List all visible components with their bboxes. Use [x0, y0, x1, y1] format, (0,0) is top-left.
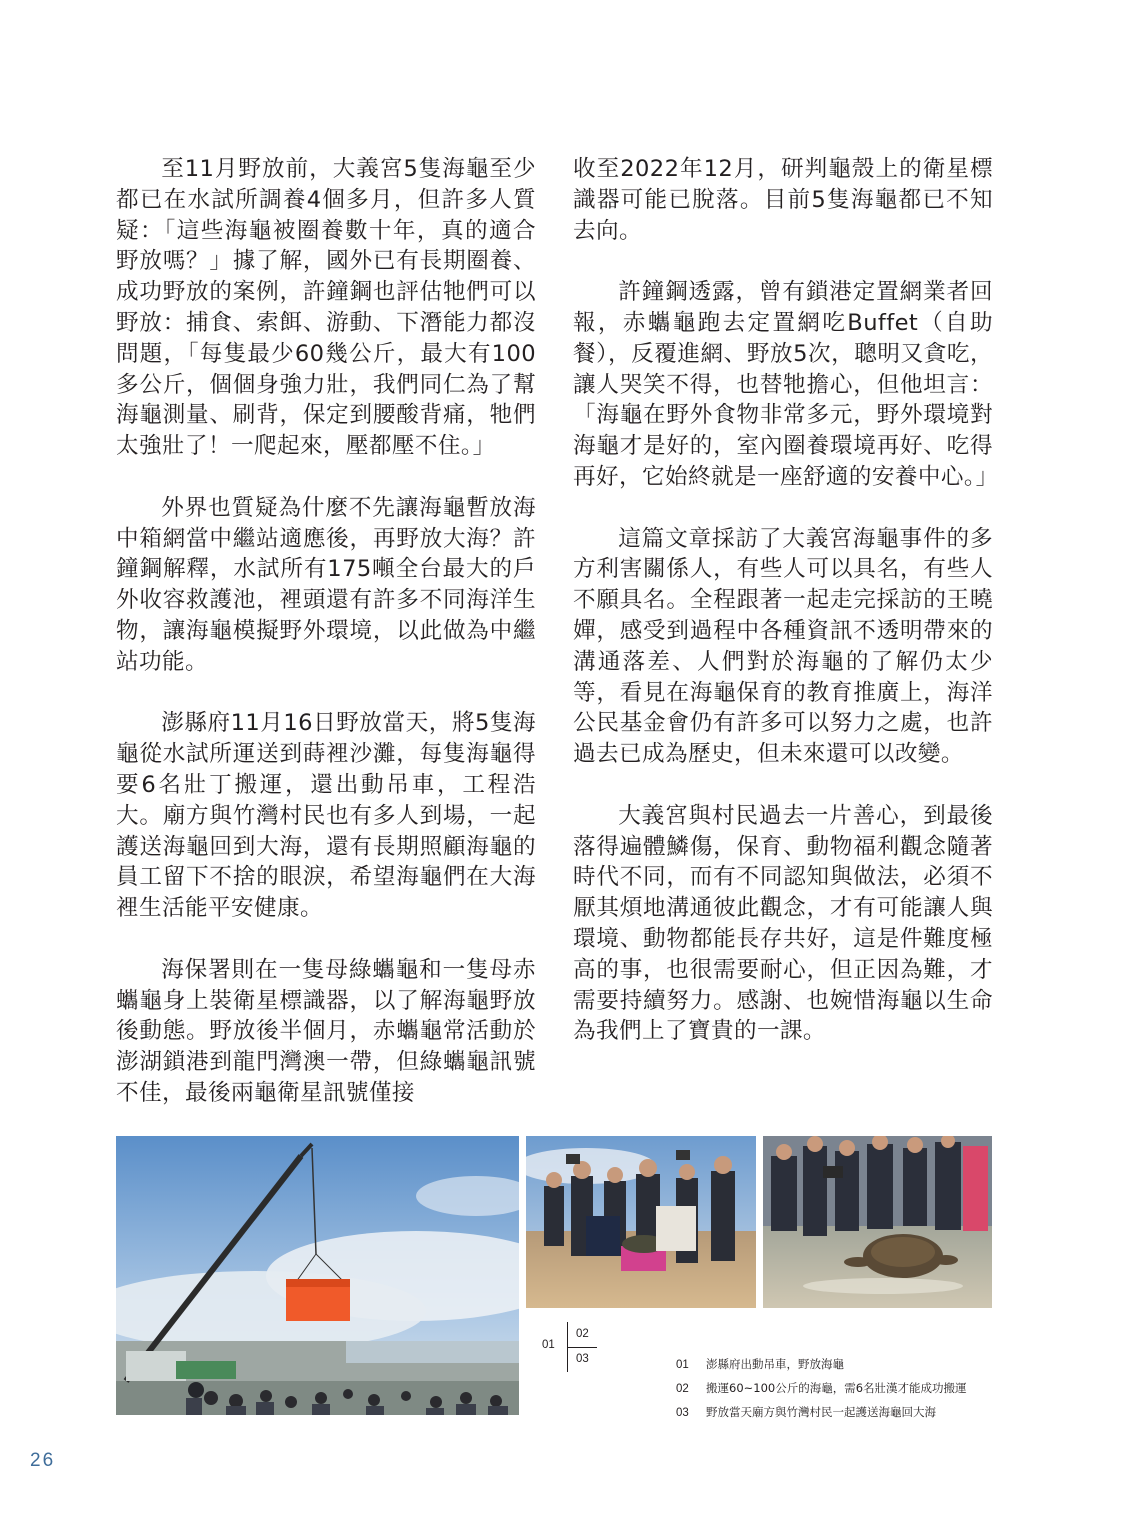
paragraph: 大義宮與村民過去一片善心，到最後落得遍體鱗傷，保育、動物福利觀念隨著時代不同，而有不同認知與做法，必須不厭其煩地溝通彼此觀念，才有可能讓人與環境、動物都能長存共好，這是件難度極高的事，也很需要耐心，但正因為難，才需要持續努力。感謝、也婉惜海龜以生命為我們上了寶貴的一課。	[573, 802, 993, 1045]
paragraph: 海保署則在一隻母綠蠵龜和一隻母赤蠵龜身上裝衛星標識器，以了解海龜野放後動態。野放後半個月，赤蠵龜常活動於澎湖鎖港到龍門灣澳一帶，但綠蠵龜訊號不佳，最後兩龜衛星訊號僅接	[116, 956, 536, 1106]
caption-text: 澎縣府出動吊車，野放海龜	[706, 1357, 844, 1371]
caption-row	[676, 1377, 1016, 1401]
caption-row	[676, 1401, 1016, 1425]
paragraph: 這篇文章採訪了大義宮海龜事件的多方利害關係人，有些人可以具名，有些人不願具名。全程跟著一起走完採訪的王曉嬋，感受到過程中各種資訊不透明帶來的溝通落差、人們對於海龜的了解仍太少等，看見在海龜保育的教育推廣上，海洋公民基金會仍有許多可以努力之處，也許過去已成為歷史，但未來還可以改變。	[573, 525, 993, 768]
key-divider-horizontal	[567, 1347, 597, 1348]
paragraph: 澎縣府11月16日野放當天，將5隻海龜從水試所運送到蒔裡沙灘，每隻海龜得要6名壯丁搬運，還出動吊車，工程浩大。廟方與竹灣村民也有多人到場，一起護送海龜回到大海，還有長期照顧海龜的員工留下不捨的眼淚，希望海龜們在大海裡生活能平安健康。	[116, 710, 536, 922]
photo-crane-image	[116, 1136, 519, 1415]
paragraph: 至11月野放前，大義宮5隻海龜至少都已在水試所調養4個多月，但許多人質疑：「這些海龜被圈養數十年，真的適合野放嗎？」據了解，國外已有長期圈養、成功野放的案例，許鐘鋼也評估牠們可以野放：捕食、索餌、游動、下潛能力都沒問題，「每隻最少60幾公斤，最大有100多公斤，個個身強力壯，我們同仁為了幫海龜測量、刷背，保定到腰酸背痛，牠們太強壯了！一爬起來，壓都壓不住。」	[116, 156, 536, 460]
caption-text: 搬運60~100公斤的海龜，需6名壯漢才能成功搬運	[706, 1381, 967, 1395]
caption-row	[676, 1353, 1016, 1377]
caption-number: 02	[676, 1383, 689, 1395]
photo-turtle-image	[763, 1136, 992, 1308]
photo-carrying-image	[526, 1136, 756, 1308]
photo-captions	[676, 1353, 1016, 1425]
photo-number-02: 02	[576, 1328, 589, 1340]
photo-crane-release	[116, 1136, 519, 1415]
page-number: 26	[30, 1450, 56, 1471]
paragraph: 許鐘鋼透露，曾有鎖港定置網業者回報，赤蠵龜跑去定置網吃Buffet（自助餐），反覆進網、野放5次，聰明又貪吃，讓人哭笑不得，也替牠擔心，但他坦言：「海龜在野外食物非常多元，野外環境對海龜才是好的，室內圈養環境再好、吃得再好，它始終就是一座舒適的安養中心。」	[573, 279, 999, 490]
caption-text: 野放當天廟方與竹灣村民一起護送海龜回大海	[706, 1405, 936, 1419]
article-column-left	[116, 154, 536, 1140]
photo-number-03: 03	[576, 1353, 589, 1365]
paragraph: 外界也質疑為什麼不先讓海龜暫放海中箱網當中繼站適應後，再野放大海？許鐘鋼解釋，水試所有175噸全台最大的戶外收容救護池，裡頭還有許多不同海洋生物，讓海龜模擬野外環境，以此做為中繼站功能。	[116, 494, 536, 675]
paragraph-continued: 收至2022年12月，研判龜殼上的衛星標識器可能已脫落。目前5隻海龜都已不知去向。	[573, 156, 993, 244]
article-column-right	[573, 154, 999, 1078]
caption-number: 03	[676, 1407, 689, 1419]
caption-number: 01	[676, 1359, 689, 1371]
photo-turtle-to-sea	[763, 1136, 992, 1308]
photo-carrying-turtle	[526, 1136, 756, 1308]
photo-number-key	[536, 1322, 606, 1372]
photo-number-01: 01	[542, 1339, 555, 1351]
